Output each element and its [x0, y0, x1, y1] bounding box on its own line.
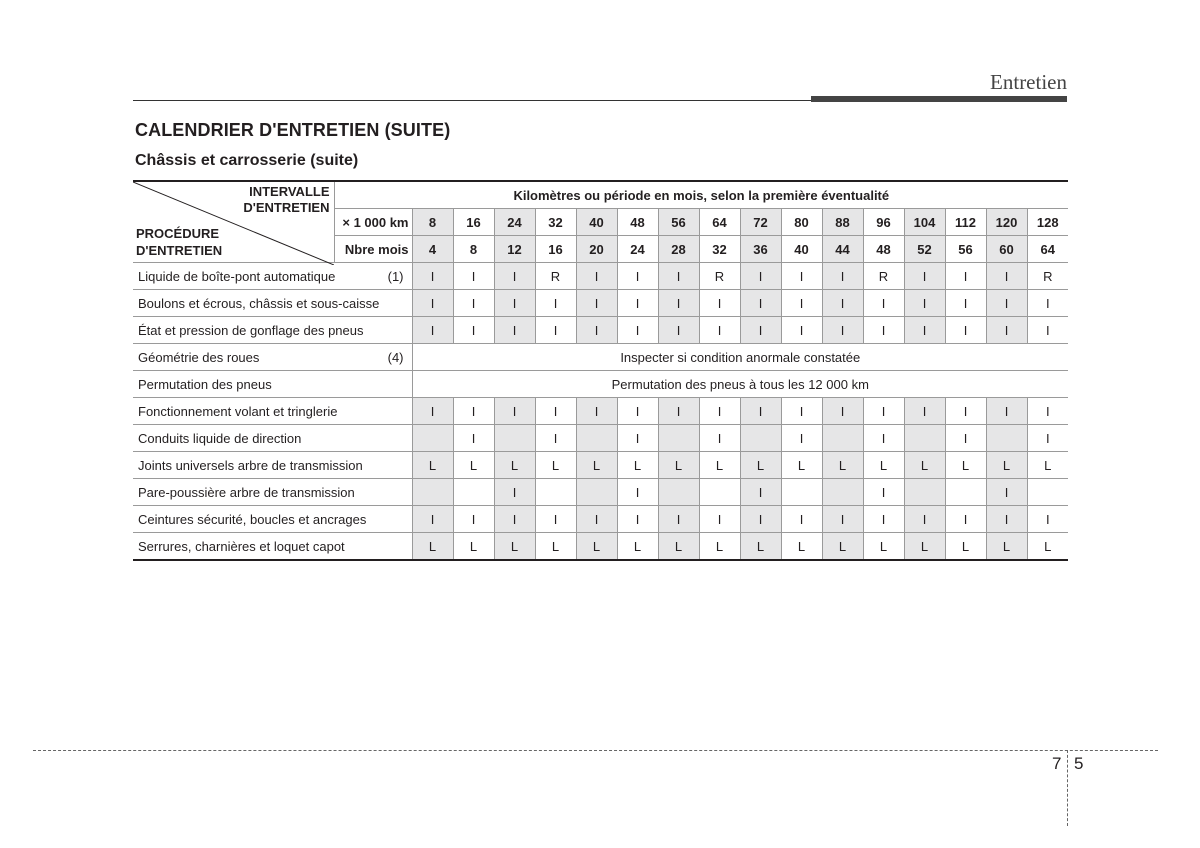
schedule-cell: I [781, 290, 822, 317]
procedure-label [133, 506, 412, 533]
procedure-label [133, 398, 412, 425]
km-interval-cell: 112 [945, 209, 986, 236]
schedule-cell [822, 479, 863, 506]
schedule-cell: I [658, 290, 699, 317]
months-interval-cell: 20 [576, 236, 617, 263]
schedule-cell [412, 425, 453, 452]
months-row-label: Nbre mois [334, 236, 412, 263]
schedule-cell: R [1027, 263, 1068, 290]
schedule-cell: L [412, 452, 453, 479]
schedule-cell: I [576, 290, 617, 317]
procedure-text: État et pression de gonflage des pneus [138, 322, 364, 338]
schedule-cell: I [822, 290, 863, 317]
page-number: 5 [1074, 754, 1084, 773]
schedule-cell: I [576, 263, 617, 290]
km-interval-cell: 8 [412, 209, 453, 236]
procedure-text: Boulons et écrous, châssis et sous-caisse [138, 295, 380, 311]
procedure-text: Joints universels arbre de transmission [138, 457, 363, 473]
schedule-cell: I [822, 398, 863, 425]
schedule-cell: L [699, 533, 740, 561]
schedule-cell: L [986, 533, 1027, 561]
km-interval-cell: 96 [863, 209, 904, 236]
schedule-cell: I [699, 317, 740, 344]
procedure-label [133, 290, 412, 317]
procedure-label [133, 263, 412, 290]
schedule-cell: I [576, 398, 617, 425]
schedule-cell [945, 479, 986, 506]
km-row-label: × 1 000 km [334, 209, 412, 236]
schedule-cell: L [945, 452, 986, 479]
procedure-label [133, 479, 412, 506]
months-interval-cell: 16 [535, 236, 576, 263]
table-row [133, 317, 1068, 344]
schedule-cell [1027, 479, 1068, 506]
km-interval-cell: 128 [1027, 209, 1068, 236]
schedule-cell: I [658, 506, 699, 533]
schedule-cell: L [740, 452, 781, 479]
procedure-label [133, 344, 412, 371]
schedule-cell: I [986, 263, 1027, 290]
schedule-cell: L [699, 452, 740, 479]
schedule-cell: I [740, 290, 781, 317]
schedule-cell: I [699, 290, 740, 317]
schedule-cell: I [412, 398, 453, 425]
km-interval-cell: 120 [986, 209, 1027, 236]
procedure-text: Permutation des pneus [138, 376, 272, 392]
footer-dashed-rule [33, 750, 1158, 751]
schedule-cell: I [740, 398, 781, 425]
months-interval-cell: 4 [412, 236, 453, 263]
schedule-cell: I [986, 398, 1027, 425]
table-row [133, 344, 1068, 371]
table-row [133, 398, 1068, 425]
schedule-cell: I [1027, 398, 1068, 425]
km-interval-cell: 80 [781, 209, 822, 236]
schedule-cell [781, 479, 822, 506]
months-interval-cell: 24 [617, 236, 658, 263]
schedule-cell: L [1027, 452, 1068, 479]
schedule-cell: I [863, 317, 904, 344]
schedule-cell: R [863, 263, 904, 290]
schedule-cell: L [781, 452, 822, 479]
schedule-cell: L [740, 533, 781, 561]
schedule-cell: L [658, 452, 699, 479]
table-row [133, 425, 1068, 452]
schedule-cell: I [1027, 425, 1068, 452]
header-row-interval [133, 181, 1068, 209]
schedule-cell: L [535, 452, 576, 479]
schedule-cell [412, 479, 453, 506]
km-interval-cell: 24 [494, 209, 535, 236]
schedule-cell: I [904, 506, 945, 533]
table-row [133, 452, 1068, 479]
schedule-cell: I [822, 263, 863, 290]
schedule-cell: I [494, 290, 535, 317]
schedule-cell: I [1027, 317, 1068, 344]
months-interval-cell: 56 [945, 236, 986, 263]
schedule-cell: I [658, 398, 699, 425]
schedule-cell: L [576, 452, 617, 479]
schedule-cell: I [535, 290, 576, 317]
procedure-note: (4) [387, 350, 404, 365]
table-row [133, 290, 1068, 317]
procedure-text: Conduits liquide de direction [138, 430, 302, 446]
km-interval-cell: 72 [740, 209, 781, 236]
schedule-cell: L [781, 533, 822, 561]
schedule-cell: I [863, 290, 904, 317]
procedure-label [133, 371, 412, 398]
schedule-cell: I [453, 398, 494, 425]
schedule-cell: I [863, 506, 904, 533]
interval-span-header: Kilomètres ou période en mois, selon la première éventualité [334, 181, 1068, 209]
procedure-label [133, 452, 412, 479]
months-interval-cell: 52 [904, 236, 945, 263]
chapter-number: 7 [1052, 754, 1062, 773]
schedule-cell: I [617, 290, 658, 317]
schedule-cell: L [535, 533, 576, 561]
schedule-cell: I [699, 425, 740, 452]
schedule-cell: L [617, 452, 658, 479]
schedule-cell: I [986, 317, 1027, 344]
schedule-cell: I [740, 263, 781, 290]
schedule-cell: I [494, 479, 535, 506]
schedule-cell: I [617, 317, 658, 344]
schedule-cell: I [781, 506, 822, 533]
months-interval-cell: 60 [986, 236, 1027, 263]
schedule-cell: I [945, 506, 986, 533]
schedule-cell: I [904, 290, 945, 317]
km-interval-cell: 104 [904, 209, 945, 236]
months-interval-cell: 32 [699, 236, 740, 263]
schedule-cell: I [986, 479, 1027, 506]
schedule-cell: I [494, 263, 535, 290]
schedule-cell: I [412, 317, 453, 344]
schedule-cell: I [945, 290, 986, 317]
maintenance-schedule-table [133, 180, 1068, 561]
table-row [133, 263, 1068, 290]
schedule-cell: I [494, 506, 535, 533]
table-row [133, 506, 1068, 533]
schedule-cell [494, 425, 535, 452]
months-interval-cell: 8 [453, 236, 494, 263]
corner-interval-label: INTERVALLE D'ENTRETIEN [243, 184, 330, 215]
schedule-cell: L [822, 452, 863, 479]
schedule-cell: L [1027, 533, 1068, 561]
schedule-cell: I [617, 263, 658, 290]
schedule-cell: I [453, 290, 494, 317]
schedule-cell: I [453, 317, 494, 344]
schedule-cell: L [658, 533, 699, 561]
schedule-cell: R [699, 263, 740, 290]
schedule-cell [576, 479, 617, 506]
schedule-cell: I [945, 425, 986, 452]
schedule-cell: L [412, 533, 453, 561]
schedule-cell: I [453, 425, 494, 452]
procedure-label [133, 317, 412, 344]
schedule-cell: I [658, 317, 699, 344]
schedule-cell [658, 479, 699, 506]
procedure-text: Serrures, charnières et loquet capot [138, 538, 345, 554]
schedule-cell: I [740, 479, 781, 506]
table-row [133, 533, 1068, 561]
schedule-cell: I [412, 506, 453, 533]
schedule-cell: I [822, 506, 863, 533]
km-interval-cell: 32 [535, 209, 576, 236]
km-interval-cell: 16 [453, 209, 494, 236]
page-subheading: Châssis et carrosserie (suite) [135, 152, 359, 169]
schedule-cell [658, 425, 699, 452]
schedule-cell: I [535, 425, 576, 452]
footer-dashed-divider [1067, 750, 1068, 826]
schedule-cell: I [986, 290, 1027, 317]
months-interval-cell: 44 [822, 236, 863, 263]
schedule-cell [740, 425, 781, 452]
schedule-cell: I [453, 263, 494, 290]
procedure-text: Fonctionnement volant et tringlerie [138, 403, 338, 419]
schedule-cell: I [658, 263, 699, 290]
schedule-cell: I [617, 479, 658, 506]
schedule-cell: I [863, 479, 904, 506]
schedule-cell: I [863, 425, 904, 452]
schedule-cell: I [617, 398, 658, 425]
schedule-cell: I [412, 263, 453, 290]
schedule-cell: I [617, 425, 658, 452]
months-interval-cell: 28 [658, 236, 699, 263]
km-interval-cell: 88 [822, 209, 863, 236]
schedule-cell: I [945, 317, 986, 344]
schedule-cell: I [576, 506, 617, 533]
merged-instruction-cell: Permutation des pneus à tous les 12 000 km [412, 371, 1068, 398]
page-heading: CALENDRIER D'ENTRETIEN (SUITE) [135, 120, 451, 140]
schedule-cell: I [576, 317, 617, 344]
schedule-cell [904, 479, 945, 506]
schedule-cell: L [576, 533, 617, 561]
schedule-cell: I [740, 506, 781, 533]
schedule-cell: I [1027, 290, 1068, 317]
schedule-cell: L [453, 533, 494, 561]
schedule-cell: L [494, 533, 535, 561]
corner-procedure-label: PROCÉDURE D'ENTRETIEN [136, 226, 223, 258]
schedule-cell: L [986, 452, 1027, 479]
schedule-cell: L [822, 533, 863, 561]
schedule-cell: I [781, 398, 822, 425]
schedule-cell: I [535, 317, 576, 344]
procedure-text: Ceintures sécurité, boucles et ancrages [138, 511, 367, 527]
procedure-text: Liquide de boîte-pont automatique [138, 268, 336, 284]
table-row [133, 371, 1068, 398]
km-interval-cell: 56 [658, 209, 699, 236]
schedule-cell: L [945, 533, 986, 561]
months-interval-cell: 36 [740, 236, 781, 263]
table-row [133, 479, 1068, 506]
schedule-cell: I [945, 263, 986, 290]
schedule-cell: I [904, 317, 945, 344]
schedule-cell [535, 479, 576, 506]
schedule-cell: I [781, 425, 822, 452]
schedule-cell: L [904, 533, 945, 561]
schedule-cell: L [494, 452, 535, 479]
schedule-cell: I [699, 506, 740, 533]
schedule-cell [904, 425, 945, 452]
merged-instruction-cell: Inspecter si condition anormale constatée [412, 344, 1068, 371]
header-rule-bold [811, 96, 1067, 102]
header-rule [133, 100, 811, 101]
procedure-note: (1) [387, 269, 404, 284]
schedule-cell: I [494, 317, 535, 344]
procedure-label [133, 533, 412, 561]
schedule-cell [822, 425, 863, 452]
months-interval-cell: 48 [863, 236, 904, 263]
table-corner-cell [133, 181, 334, 263]
schedule-cell [453, 479, 494, 506]
schedule-cell: I [863, 398, 904, 425]
schedule-cell: I [412, 290, 453, 317]
schedule-cell: I [535, 398, 576, 425]
section-title: Entretien [990, 70, 1067, 94]
schedule-cell: L [617, 533, 658, 561]
km-interval-cell: 40 [576, 209, 617, 236]
schedule-cell: I [453, 506, 494, 533]
schedule-cell: L [453, 452, 494, 479]
schedule-cell: L [863, 533, 904, 561]
schedule-cell: R [535, 263, 576, 290]
schedule-cell [699, 479, 740, 506]
months-interval-cell: 64 [1027, 236, 1068, 263]
schedule-cell: I [617, 506, 658, 533]
schedule-cell: I [904, 398, 945, 425]
procedure-text: Pare-poussière arbre de transmission [138, 484, 355, 500]
schedule-cell: I [986, 506, 1027, 533]
months-interval-cell: 12 [494, 236, 535, 263]
schedule-cell: I [781, 263, 822, 290]
schedule-cell: I [740, 317, 781, 344]
schedule-cell: I [781, 317, 822, 344]
km-interval-cell: 48 [617, 209, 658, 236]
schedule-cell: I [904, 263, 945, 290]
schedule-cell: L [904, 452, 945, 479]
schedule-cell [576, 425, 617, 452]
km-interval-cell: 64 [699, 209, 740, 236]
schedule-cell: L [863, 452, 904, 479]
months-interval-cell: 40 [781, 236, 822, 263]
procedure-label [133, 425, 412, 452]
schedule-cell: I [494, 398, 535, 425]
schedule-cell: I [1027, 506, 1068, 533]
schedule-cell: I [699, 398, 740, 425]
schedule-cell: I [945, 398, 986, 425]
schedule-cell: I [535, 506, 576, 533]
schedule-cell [986, 425, 1027, 452]
procedure-text: Géométrie des roues [138, 349, 260, 365]
schedule-cell: I [822, 317, 863, 344]
